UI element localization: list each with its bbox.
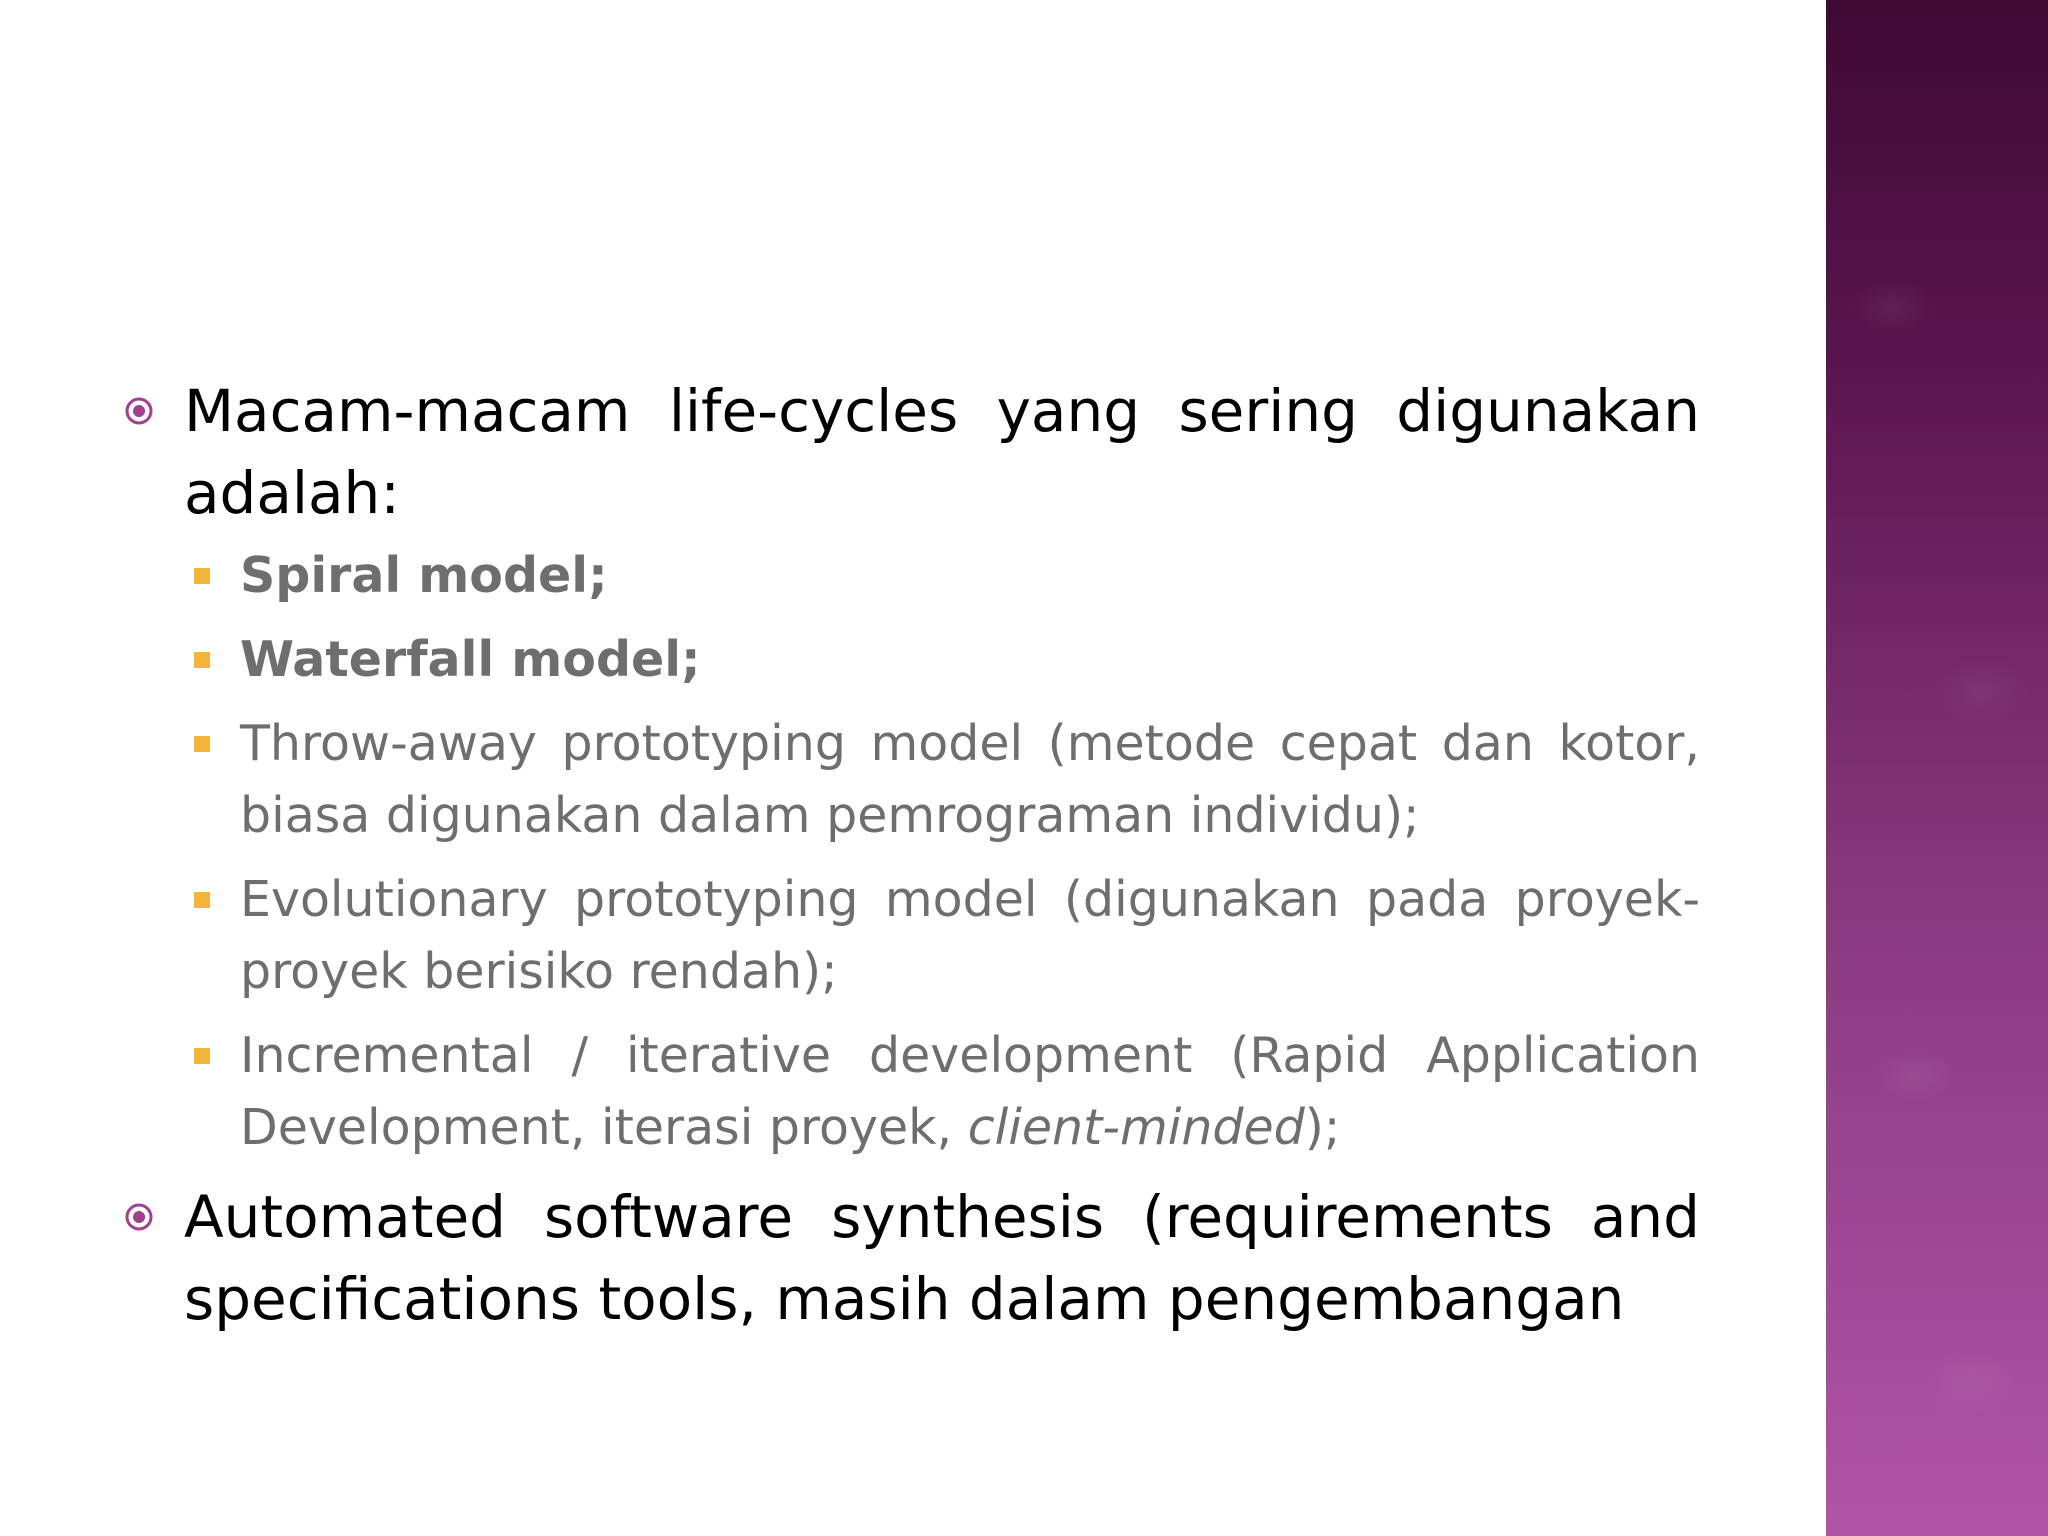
sub-item-throwaway <box>120 708 1700 852</box>
sub-item-text: Throw-away prototyping model (metode cepat dan kotor, biasa digunakan dalam pemrograman individu); <box>240 715 1700 844</box>
sub-item-incremental <box>120 1020 1700 1164</box>
square-bullet-icon <box>194 892 210 908</box>
decorative-side-band <box>1826 0 2048 1536</box>
square-bullet-icon <box>194 652 210 668</box>
square-bullet-icon <box>194 568 210 584</box>
square-bullet-icon <box>194 1048 210 1064</box>
sub-item-text: Spiral model; <box>240 547 608 604</box>
sub-item-spiral <box>120 540 1700 612</box>
circle-bullet-icon <box>124 396 154 426</box>
sub-item-text-before: Incremental / iterative development (Rapid Application Development, iterasi proyek, <box>240 1027 1700 1156</box>
sub-item-text-after: ); <box>1304 1099 1341 1156</box>
slide-body <box>120 370 1700 1340</box>
sub-item-text: Evolutionary prototyping model (digunakan pada proyek-proyek berisiko rendah); <box>240 871 1700 1000</box>
circle-bullet-icon <box>124 1202 154 1232</box>
sub-item-evolutionary <box>120 864 1700 1008</box>
bullet-text: Macam-macam life-cycles yang sering digunakan adalah: <box>184 377 1700 527</box>
bullet-item-automated-synthesis <box>120 1176 1700 1340</box>
sub-item-text-italic: client-minded <box>967 1099 1305 1156</box>
bullet-text: Automated software synthesis (requirements and specifications tools, masih dalam pengembangan <box>184 1183 1700 1333</box>
bullet-item-life-cycles <box>120 370 1700 534</box>
square-bullet-icon <box>194 736 210 752</box>
sub-item-text: Waterfall model; <box>240 631 701 688</box>
sub-item-waterfall <box>120 624 1700 696</box>
sub-bullet-list <box>120 540 1700 1164</box>
